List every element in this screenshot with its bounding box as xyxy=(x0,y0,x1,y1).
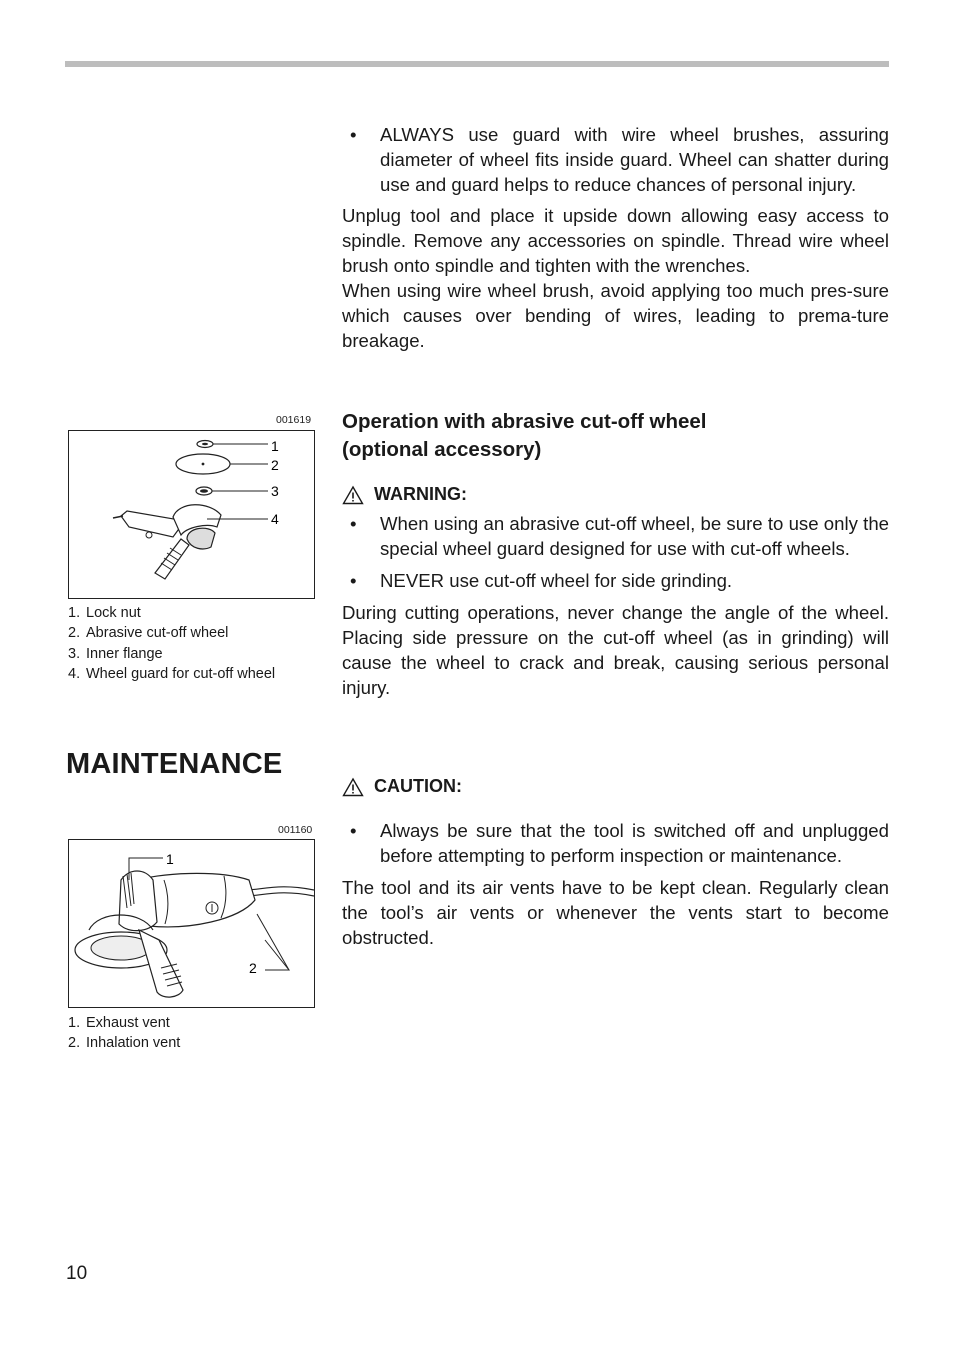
header-rule xyxy=(65,61,889,67)
callout-2: 2 xyxy=(249,960,257,976)
cutoff-section xyxy=(342,482,889,700)
cutoff-heading: Operation with abrasive cut-off wheel (optional accessory) xyxy=(342,410,707,461)
figure2-code: 001160 xyxy=(278,824,313,836)
caption-item: 1. Lock nut xyxy=(68,605,141,621)
cutoff-para: During cutting operations, never change the angle of the wheel. Placing side pressure on the cut-off wheel (as in grinding) will cause the wheel to crack and break, causing serious personal injury. xyxy=(342,602,889,698)
callout-1: 1 xyxy=(271,438,279,454)
callout-3: 3 xyxy=(271,483,279,499)
bullet-dot: • xyxy=(350,124,357,145)
caption-item: 4. Wheel guard for cut-off wheel xyxy=(68,666,276,683)
figure2-captions xyxy=(68,1013,180,1054)
figure1-frame xyxy=(68,430,315,599)
maintenance-section xyxy=(342,774,889,950)
wire-brush-section xyxy=(342,122,889,353)
caution-triangle-icon xyxy=(342,777,364,797)
caution-bullet: • Always be sure that the tool is switched off and unplugged before attempting to perform inspection or maintenance. xyxy=(350,820,889,866)
caption-item: 2. Abrasive cut-off wheel xyxy=(68,625,229,642)
figure1-captions xyxy=(68,603,275,685)
page-number: 10 xyxy=(66,1263,88,1284)
warning-bullet-2: • NEVER use cut-off wheel for side grinding. xyxy=(350,570,733,591)
maintenance-title: MAINTENANCE xyxy=(66,748,283,780)
warning-label: WARNING: xyxy=(342,482,889,507)
wire-brush-para-2: When using wire wheel brush, avoid applying too much pres-sure which causes over bending of wires, leading to prema-ture breakage. xyxy=(342,280,889,351)
caption-item: 2. Inhalation vent xyxy=(68,1035,181,1052)
callout-1: 1 xyxy=(166,851,174,867)
caption-item: 1. Exhaust vent xyxy=(68,1015,170,1031)
maintenance-para: The tool and its air vents have to be kept clean. Regularly clean the tool’s air vents or whenever the vents start to become obstructed. xyxy=(342,877,889,948)
figure2-frame xyxy=(68,839,315,1008)
cutoff-assembly-illustration xyxy=(69,431,314,598)
warning-triangle-icon xyxy=(342,485,364,505)
wire-brush-para-1: Unplug tool and place it upside down allowing easy access to spindle. Remove any accessories on spindle. Thread wire wheel brush onto spindle and tighten with the wrenches. xyxy=(342,205,889,276)
caption-item: 3. Inner flange xyxy=(68,645,163,662)
callout-2: 2 xyxy=(271,457,279,473)
warning-bullet-1: • When using an abrasive cut-off wheel, be sure to use only the special wheel guard designed for use with cut-off wheels. xyxy=(350,513,889,559)
caution-label: CAUTION: xyxy=(342,774,889,799)
figure1-code: 001619 xyxy=(276,414,312,426)
callout-4: 4 xyxy=(271,511,279,527)
grinder-vents-illustration xyxy=(69,840,314,1007)
wire-brush-bullet: • ALWAYS use guard with wire wheel brushes, assuring diameter of wheel fits inside guard. Wheel can shatter during use and guard helps to reduce chances of personal injury. xyxy=(350,124,889,195)
